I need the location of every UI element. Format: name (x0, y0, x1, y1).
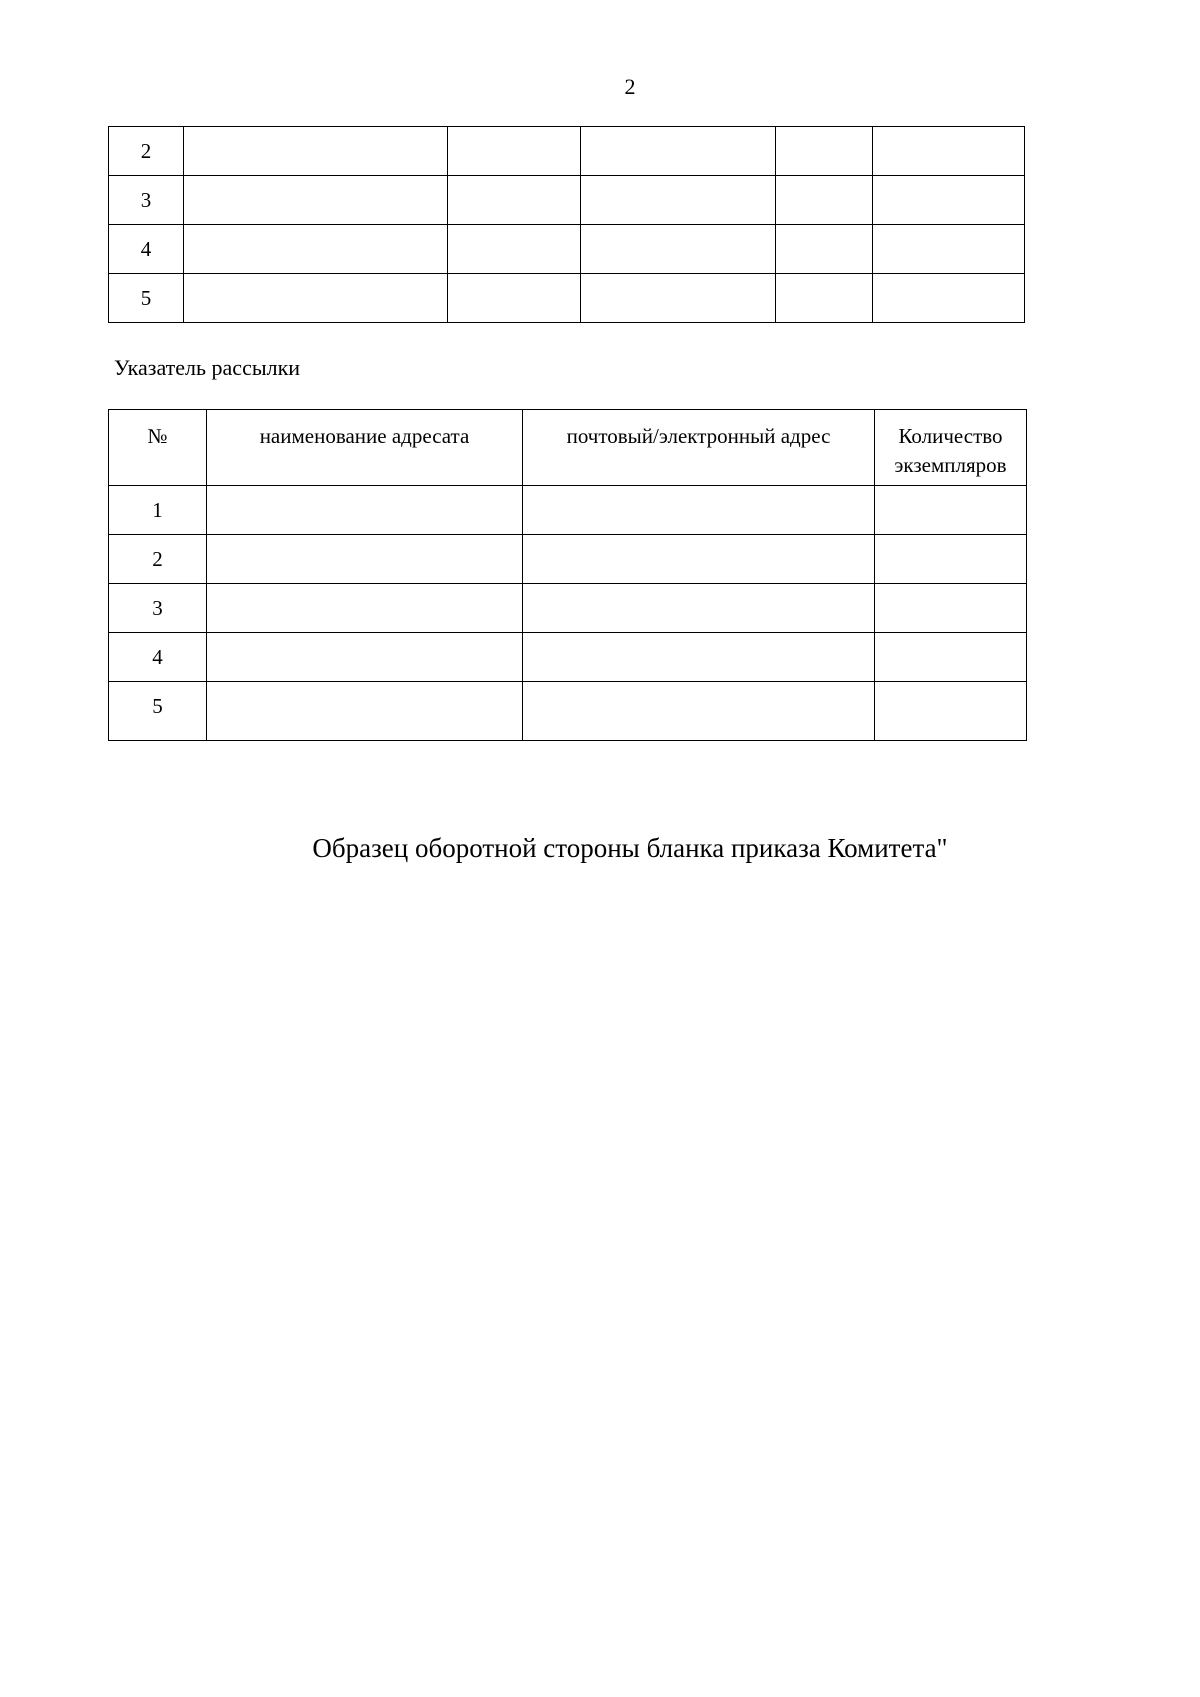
table-row (109, 274, 1025, 323)
table-cell (776, 176, 873, 225)
table-cell (448, 127, 581, 176)
table-cell (523, 486, 875, 535)
table-cell (448, 274, 581, 323)
table-cell (184, 127, 448, 176)
table-cell (875, 486, 1027, 535)
row-number: 1 (109, 486, 207, 535)
table-row (109, 633, 1027, 682)
table-cell (523, 633, 875, 682)
header-number: № (109, 410, 207, 486)
row-number: 4 (109, 633, 207, 682)
continued-table (108, 126, 1025, 323)
table-cell (776, 225, 873, 274)
table-cell (581, 176, 776, 225)
table-cell (873, 225, 1025, 274)
table-cell (873, 274, 1025, 323)
table-cell (875, 535, 1027, 584)
header-copies-count: Количество экземпляров (875, 410, 1027, 486)
row-number: 3 (109, 584, 207, 633)
row-number: 2 (109, 535, 207, 584)
table-cell (581, 225, 776, 274)
page-number: 2 (624, 74, 636, 99)
row-number: 5 (109, 274, 184, 323)
table-header-row (109, 410, 1027, 486)
mailing-index-label: Указатель рассылки (114, 355, 301, 380)
table-cell (523, 535, 875, 584)
table-cell (207, 633, 523, 682)
form-sample-caption: Образец оборотной стороны бланка приказа Комитета" (312, 833, 948, 863)
table-row (109, 127, 1025, 176)
table-row (109, 486, 1027, 535)
table-cell (581, 274, 776, 323)
mailing-index-table (108, 409, 1027, 741)
table-cell (184, 176, 448, 225)
row-number: 3 (109, 176, 184, 225)
header-addressee-name: наименование адресата (207, 410, 523, 486)
table-cell (184, 274, 448, 323)
table-cell (581, 127, 776, 176)
table-cell (523, 682, 875, 741)
table-cell (207, 682, 523, 741)
table-row (109, 176, 1025, 225)
table-cell (875, 682, 1027, 741)
table-cell (875, 584, 1027, 633)
table-cell (448, 225, 581, 274)
table-cell (523, 584, 875, 633)
table-cell (873, 127, 1025, 176)
table-row (109, 225, 1025, 274)
table-row (109, 682, 1027, 741)
table-cell (448, 176, 581, 225)
table-cell (776, 127, 873, 176)
table-cell (207, 486, 523, 535)
table-cell (873, 176, 1025, 225)
table-cell (184, 225, 448, 274)
table-cell (875, 633, 1027, 682)
table-cell (207, 584, 523, 633)
row-number: 4 (109, 225, 184, 274)
row-number: 5 (109, 682, 207, 741)
table-row (109, 535, 1027, 584)
table-cell (776, 274, 873, 323)
table-cell (207, 535, 523, 584)
header-address: почтовый/электронный адрес (523, 410, 875, 486)
row-number: 2 (109, 127, 184, 176)
table-row (109, 584, 1027, 633)
